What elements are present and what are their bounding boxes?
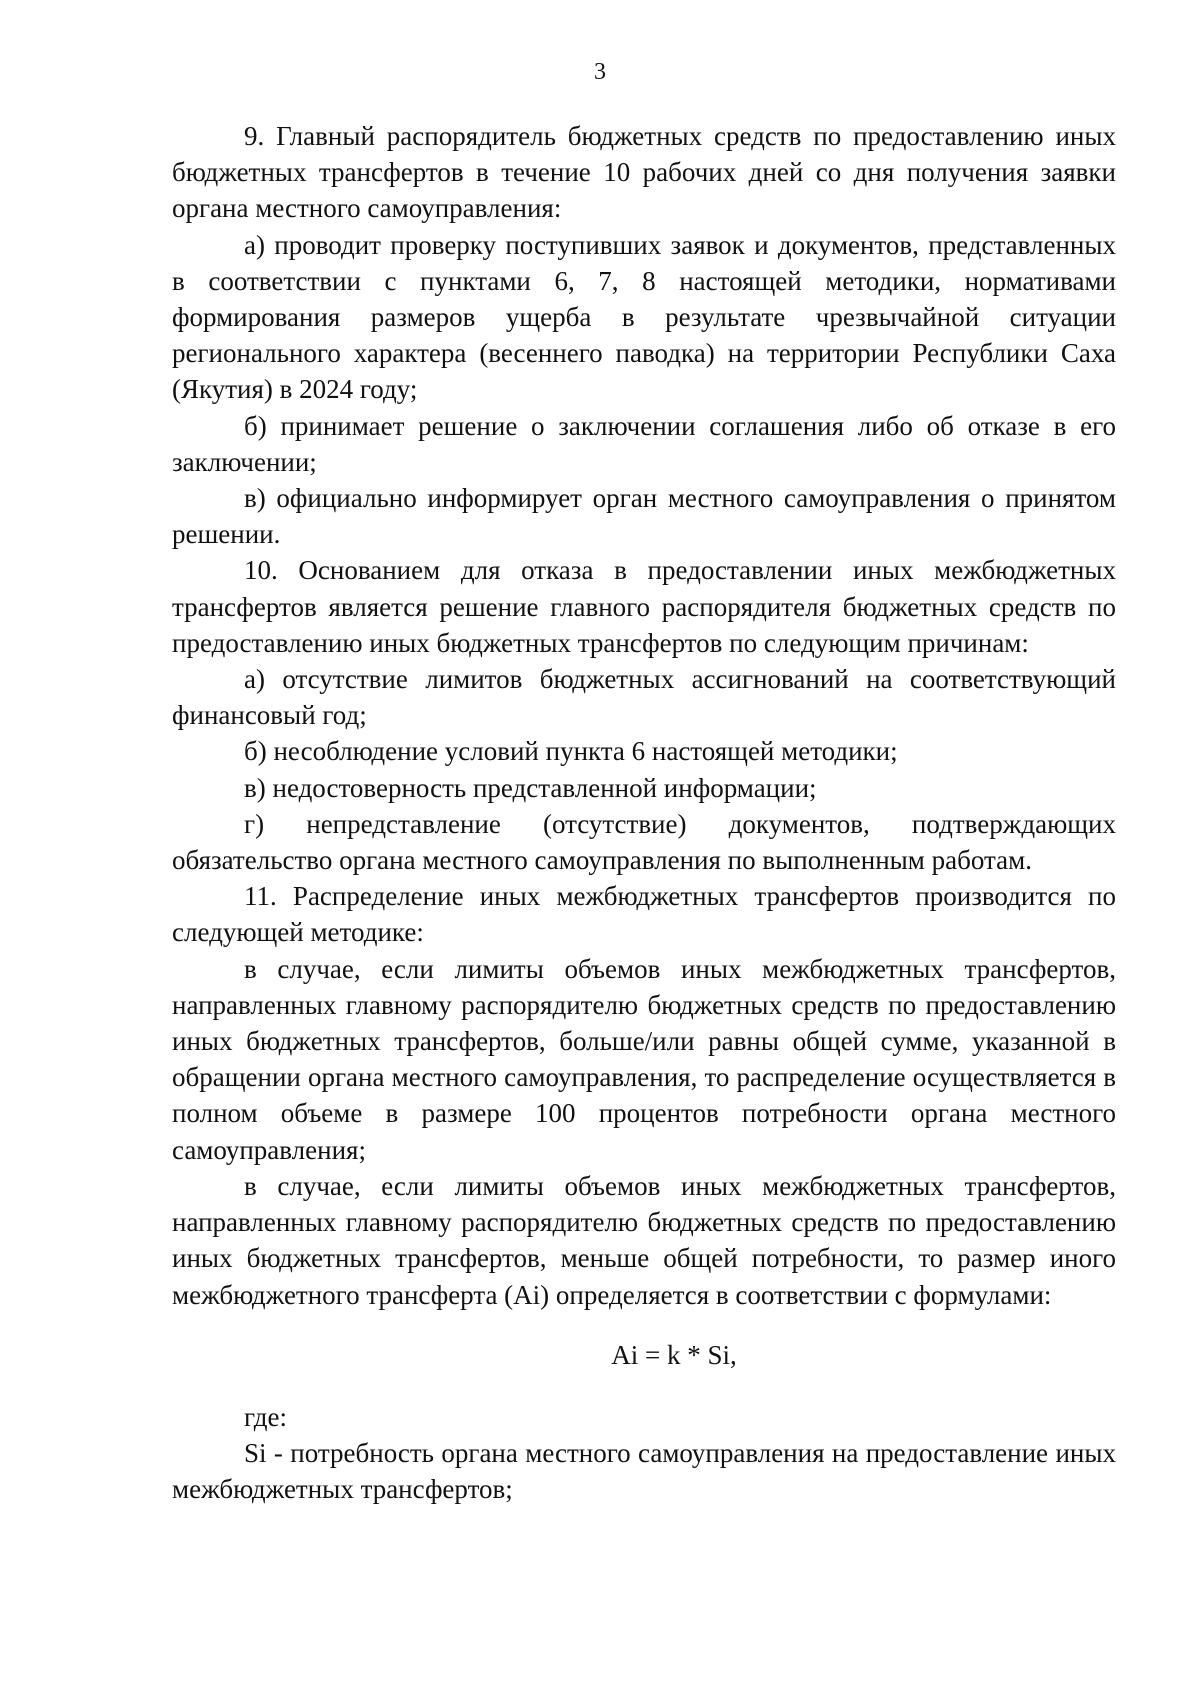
definition-si: Si - потребность органа местного самоуправления на предоставление иных межбюджетных трансфертов;	[172, 1438, 1116, 1505]
paragraph-10: 10. Основанием для отказа в предоставлении иных межбюджетных трансфертов является решение главного распорядителя бюджетных средств по предоставлению иных бюджетных трансфертов по следующим причинам:	[172, 555, 1116, 658]
paragraph-10-item-v: в) недостоверность представленной информации;	[244, 772, 817, 803]
paragraph-9: 9. Главный распорядитель бюджетных средств по предоставлению иных бюджетных трансфертов в течение 10 рабочих дней со дня получения заявки органа местного самоуправления:	[172, 121, 1116, 224]
paragraph-11: 11. Распределение иных межбюджетных трансфертов производится по следующей методике:	[172, 881, 1116, 948]
paragraph-10-item-b: б) несоблюдение условий пункта 6 настоящей методики;	[244, 736, 898, 767]
paragraph-11-case-partial: в случае, если лимиты объемов иных межбюджетных трансфертов, направленных главному распорядителю бюджетных средств по предоставлению иных бюджетных трансфертов, меньше общей потребности, то размер иного межбюджетного трансферта (Ai) определяется в соответствии с формулами:	[172, 1170, 1116, 1310]
formula: Ai = k * Si,	[611, 1339, 737, 1370]
paragraph-10-item-g: г) непредставление (отсутствие) документов, подтверждающих обязательство органа местного самоуправления по выполненным работам.	[172, 808, 1116, 876]
document-body	[172, 118, 1116, 1508]
paragraph-10-item-a: а) отсутствие лимитов бюджетных ассигнований на соответствующий финансовый год;	[172, 664, 1116, 731]
page-number: 3	[594, 59, 606, 85]
where-label: где:	[244, 1401, 287, 1432]
paragraph-9-item-b: б) принимает решение о заключении соглашения либо об отказе в его заключении;	[172, 410, 1116, 477]
paragraph-9-item-v: в) официально информирует орган местного самоуправления о принятом решении.	[172, 483, 1116, 550]
spacer	[172, 1313, 1116, 1337]
paragraph-9-item-a: а) проводит проверку поступивших заявок и документов, представленных в соответствии с пунктами 6, 7, 8 настоящей методики, нормативами формирования размеров ущерба в результате чрезвычайной ситуации регионального характера (весеннего паводка) на территории Республики Саха (Якутия) в 2024 году;	[172, 229, 1116, 405]
spacer	[172, 1373, 1116, 1399]
paragraph-11-case-full: в случае, если лимиты объемов иных межбюджетных трансфертов, направленных главному распорядителю бюджетных средств по предоставлению иных бюджетных трансфертов, больше/или равны общей сумме, указанной в обращении органа местного самоуправления, то распределение осуществляется в полном объеме в размере 100 процентов потребности органа местного самоуправления;	[172, 953, 1116, 1165]
